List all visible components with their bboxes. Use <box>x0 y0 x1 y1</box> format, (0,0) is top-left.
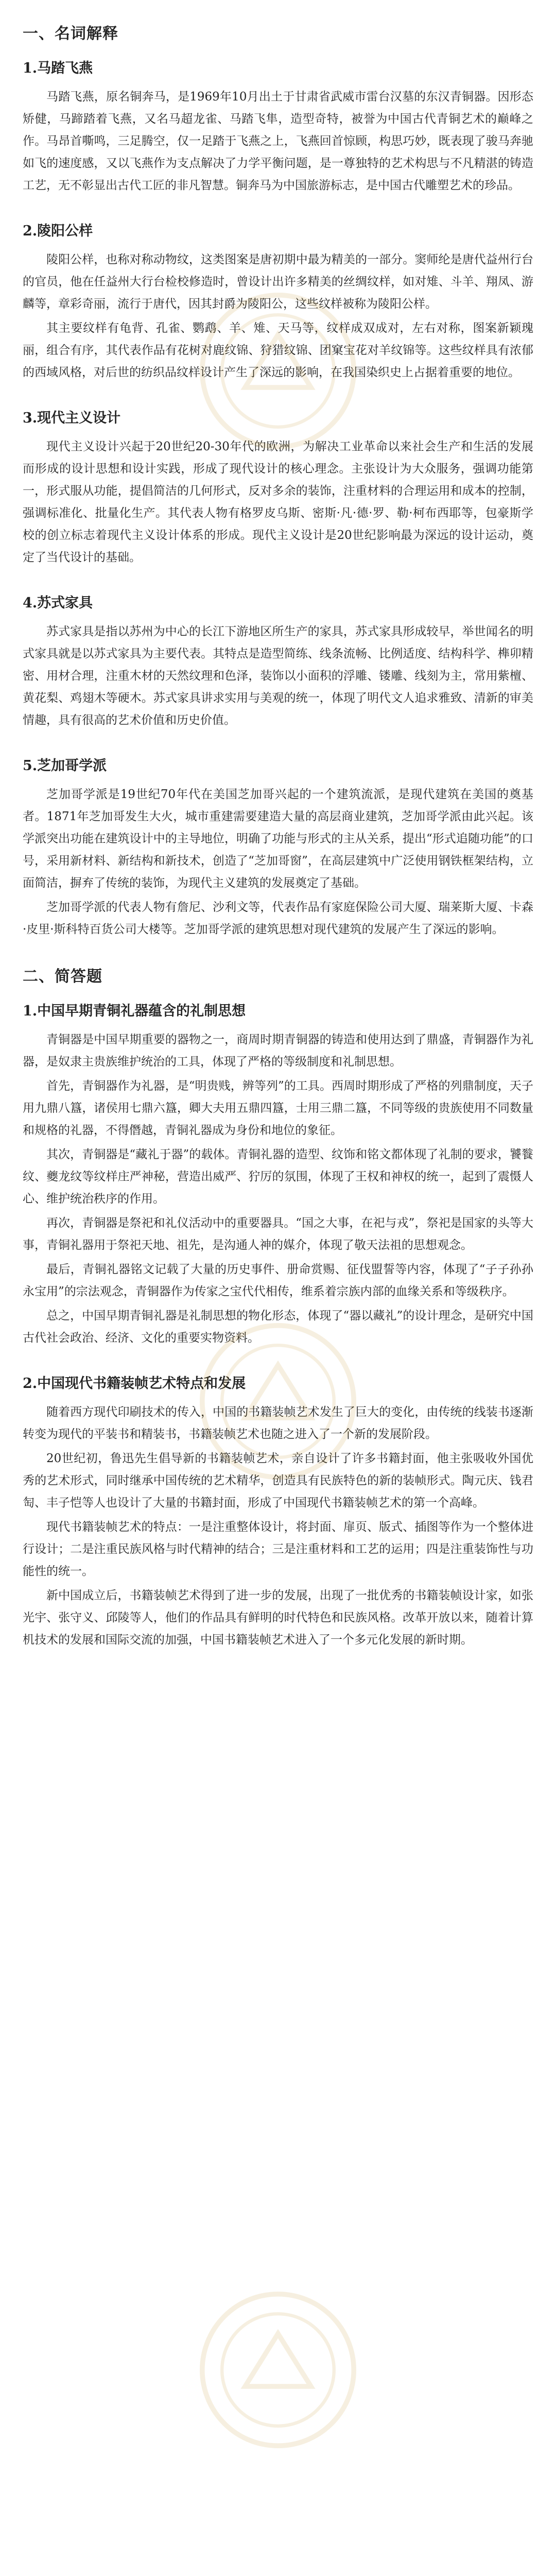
paragraph: 马踏飞燕，原名铜奔马，是1969年10月出土于甘肃省武威市雷台汉墓的东汉青铜器。因形态矫健，马蹄踏着飞燕，又名马超龙雀、马踏飞隼，造型奇特，被誉为中国古代青铜艺术的巅峰之作。马昂首嘶鸣，三足腾空，仅一足踏于飞燕之上，飞燕回首惊顾，构思巧妙，既表现了骏马奔驰如飞的速度感，又以飞燕作为支点解决了力学平衡问题，是一尊独特的艺术构思与不凡精湛的铸造工艺，无不彰显出古代工匠的非凡智慧。铜奔马为中国旅游标志，是中国古代雕塑艺术的珍品。 <box>23 90 533 192</box>
paragraph: 青铜器是中国早期重要的器物之一，商周时期青铜器的铸造和使用达到了鼎盛，青铜器作为礼器，是奴隶主贵族维护统治的工具，体现了严格的等级制度和礼制思想。 <box>23 1033 533 1069</box>
section-heading-short-answer: 二、简答题 <box>23 968 102 986</box>
paragraph: 新中国成立后，书籍装帧艺术得到了进一步的发展，出现了一批优秀的书籍装帧设计家，如张光宇、张守义、邱陵等人，他们的作品具有鲜明的时代特色和民族风格。改革开放以来，随着计算机技术的发展和国际交流的加强，中国书籍装帧艺术进入了一个多元化发展的新时期。 <box>23 1589 533 1647</box>
paragraph: 芝加哥学派是19世纪70年代在美国芝加哥兴起的一个建筑流派，是现代建筑在美国的奠基者。1871年芝加哥发生大火，城市重建需要建造大量的高层商业建筑，芝加哥学派由此兴起。该学派突出功能在建筑设计中的主导地位，明确了功能与形式的主从关系，提出“形式追随功能”的口号，采用新材料、新结构和新技术，创造了“芝加哥窗”，在高层建筑中广泛使用钢铁框架结构，立面简洁，摒弃了传统的装饰，为现代主义建筑的发展奠定了基础。 <box>23 788 533 890</box>
watermark-logo-icon <box>196 2287 360 2452</box>
entry-title: 1.马踏飞燕 <box>23 60 93 76</box>
paragraph: 首先，青铜器作为礼器，是“明贵贱，辨等列”的工具。西周时期形成了严格的列鼎制度，天子用九鼎八簋，诸侯用七鼎六簋，卿大夫用五鼎四簋，士用三鼎二簋，不同等级的贵族使用不同数量和规格的礼器，不得僭越，青铜礼器成为身份和地位的象征。 <box>23 1079 533 1137</box>
paragraph: 现代主义设计兴起于20世纪20-30年代的欧洲，为解决工业革命以来社会生产和生活的发展而形成的设计思想和设计实践，形成了现代设计的核心理念。主张设计为大众服务，强调功能第一，形式服从功能，提倡简洁的几何形式，反对多余的装饰，注重材料的合理运用和成本的控制，强调标准化、批量化生产。其代表人物有格罗皮乌斯、密斯·凡·德·罗、勒·柯布西耶等，包豪斯学校的创立标志着现代主义设计体系的形成。现代主义设计是20世纪影响最为深远的设计运动，奠定了当代设计的基础。 <box>23 440 533 564</box>
paragraph: 20世纪初，鲁迅先生倡导新的书籍装帧艺术，亲自设计了许多书籍封面，他主张吸收外国优秀的艺术形式，同时继承中国传统的艺术精华，创造具有民族特色的新的装帧形式。陶元庆、钱君匋、丰子恺等人也设计了大量的书籍封面，形成了中国现代书籍装帧艺术的第一个高峰。 <box>23 1452 533 1510</box>
paragraph: 再次，青铜器是祭祀和礼仪活动中的重要器具。“国之大事，在祀与戎”，祭祀是国家的头等大事，青铜礼器用于祭祀天地、祖先，是沟通人神的媒介，体现了敬天法祖的思想观念。 <box>23 1216 533 1252</box>
paragraph: 陵阳公样，也称对称动物纹，这类图案是唐初期中最为精美的一部分。窦师纶是唐代益州行台的官员，他在任益州大行台检校修造时，曾设计出许多精美的丝绸纹样，如对雉、斗羊、翔凤、游麟等，章彩奇丽，流行于唐代，因其封爵为陵阳公，这些纹样被称为陵阳公样。 <box>23 253 533 311</box>
entry-ling-yang-gong-yang <box>23 219 533 384</box>
paragraph: 总之，中国早期青铜礼器是礼制思想的物化形态，体现了“器以藏礼”的设计理念，是研究中国古代社会政治、经济、文化的重要实物资料。 <box>23 1309 533 1345</box>
paragraph: 最后，青铜礼器铭文记载了大量的历史事件、册命赏赐、征伐盟誓等内容，体现了“子子孙孙永宝用”的宗法观念，青铜器作为传家之宝代代相传，维系着宗族内部的血缘关系和等级秩序。 <box>23 1263 533 1298</box>
entry-chicago-school <box>23 754 533 941</box>
paragraph: 随着西方现代印刷技术的传入，中国的书籍装帧艺术发生了巨大的变化，由传统的线装书逐渐转变为现代的平装书和精装书，书籍装帧艺术也随之进入了一个新的发展阶段。 <box>23 1405 533 1441</box>
entry-title: 3.现代主义设计 <box>23 410 121 426</box>
entry-title: 2.陵阳公样 <box>23 223 93 239</box>
entry-ma-ta-fei-yan <box>23 57 533 197</box>
paragraph: 现代书籍装帧艺术的特点：一是注重整体设计，将封面、扉页、版式、插图等作为一个整体进行设计；二是注重民族风格与时代精神的结合；三是注重材料和工艺的运用；四是注重装饰性与功能性的统一。 <box>23 1520 533 1578</box>
paragraph: 其次，青铜器是“藏礼于器”的载体。青铜礼器的造型、纹饰和铭文都体现了礼制的要求，饕餮纹、夔龙纹等纹样庄严神秘，营造出威严、狞厉的氛围，体现了王权和神权的统一，起到了震慑人心、维护统治秩序的作用。 <box>23 1148 533 1206</box>
entry-modernism-design <box>23 406 533 569</box>
entry-title: 2.中国现代书籍装帧艺术特点和发展 <box>23 1376 246 1392</box>
paragraph: 苏式家具是指以苏州为中心的长江下游地区所生产的家具，苏式家具形成较早，举世闻名的明式家具就是以苏式家具为主要代表。其特点是造型简练、线条流畅、比例适度、结构科学、榫卯精密、用材合理，注重木材的天然纹理和色泽，装饰以小面积的浮雕、镂雕、线刻为主，常用紫檀、黄花梨、鸡翅木等硬木。苏式家具讲求实用与美观的统一，体现了明代文人追求雅致、清新的审美情趣，具有很高的艺术价值和历史价值。 <box>23 625 533 727</box>
entry-title: 1.中国早期青铜礼器蕴含的礼制思想 <box>23 1003 246 1019</box>
paragraph: 芝加哥学派的代表人物有詹尼、沙利文等，代表作品有家庭保险公司大厦、瑞莱斯大厦、卡森·皮里·斯科特百货公司大楼等。芝加哥学派的建筑思想对现代建筑的发展产生了深远的影响。 <box>23 901 533 936</box>
entry-bronze-ritual <box>23 999 533 1349</box>
entry-suzhou-furniture <box>23 591 533 732</box>
entry-title: 5.芝加哥学派 <box>23 758 107 774</box>
section-heading-terms: 一、名词解释 <box>23 25 118 43</box>
entry-title: 4.苏式家具 <box>23 595 93 611</box>
paragraph: 其主要纹样有龟背、孔雀、鹦鹉、羊、雉、天马等，纹样成双成对，左右对称，图案新颖瑰丽，组合有序，其代表作品有花树对鹿纹锦、狩猎纹锦、团窠宝花对羊纹锦等。这些纹样具有浓郁的西域风格，对后世的纺织品纹样设计产生了深远的影响，在我国染织史上占据着重要的地位。 <box>23 321 533 379</box>
entry-book-binding <box>23 1372 533 1651</box>
